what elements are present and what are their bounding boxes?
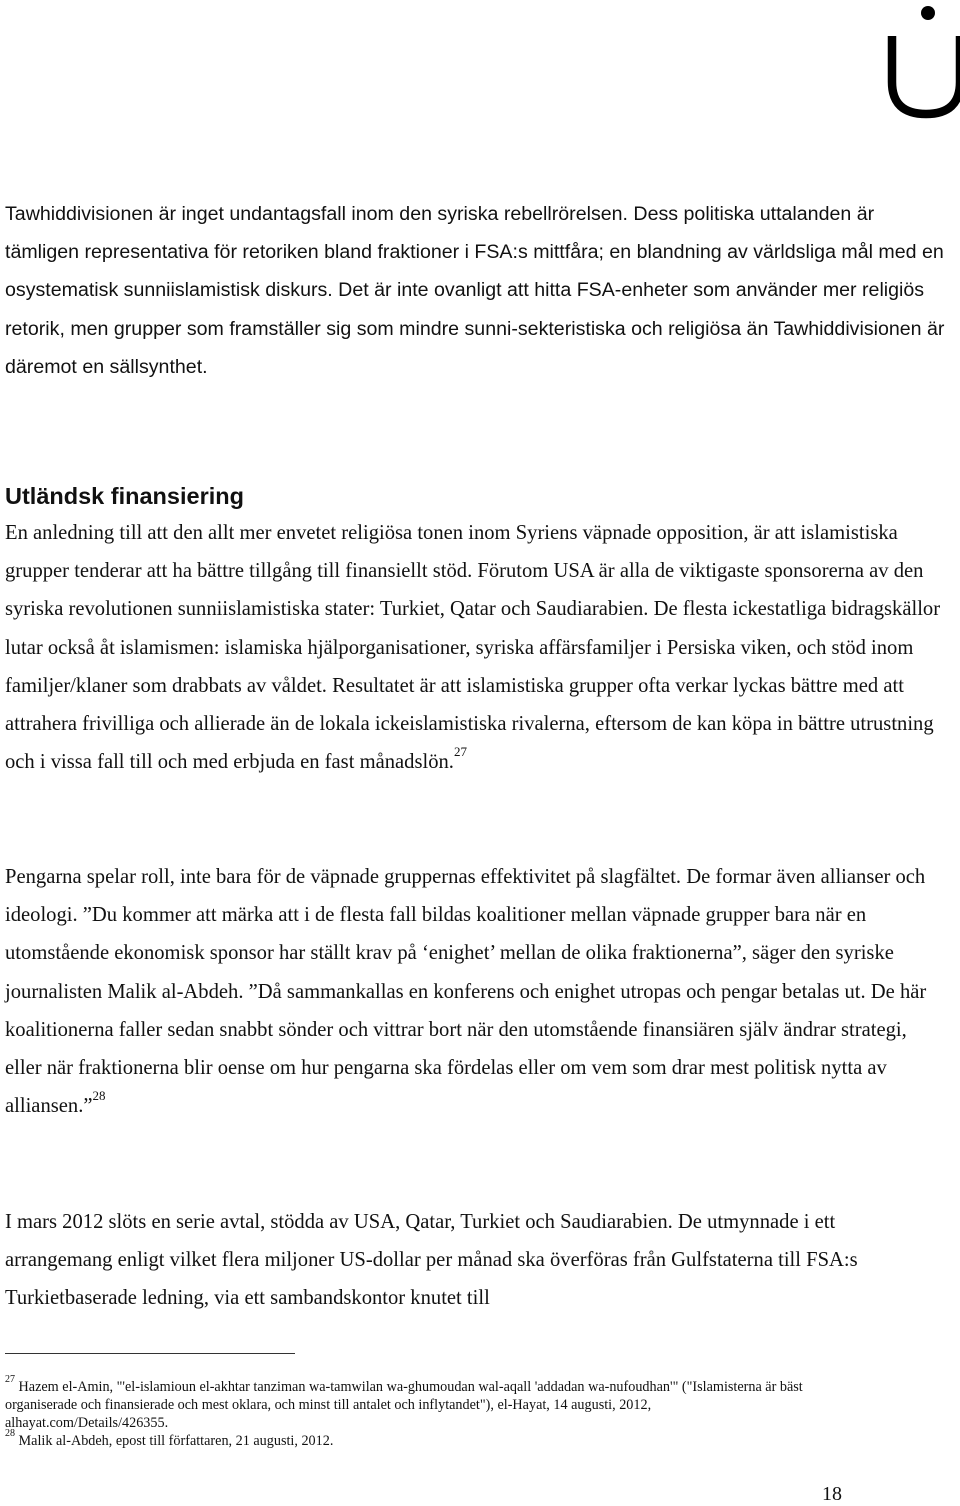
u-diaeresis-logo-icon <box>880 0 960 124</box>
footnote-number: 27 <box>5 1374 15 1386</box>
footnote-text: Malik al-Abdeh, epost till författaren, 21 augusti, 2012. <box>18 1433 334 1449</box>
footnote-text: Hazem el-Amin, "'el-islamioun el-akhtar tanziman wa-tamwilan wa-ghumoudan wal-aqall 'addadan wa-nufoudhan'" ("Islamisterna är bäst organiserade och finansierade och mest oklara, och minst till antalet och inflytandet"), el-Hayat, 14 augusti, 2012, alhayat.com/Details/426355. <box>5 1379 803 1431</box>
footnote-28 <box>5 1428 805 1450</box>
footnote-27 <box>5 1374 805 1432</box>
page-number: 18 <box>822 1483 842 1505</box>
footnote-divider <box>5 1353 295 1354</box>
footnote-number: 28 <box>5 1428 15 1440</box>
paragraph-march-2012-agreements: I mars 2012 slöts en serie avtal, stödda av USA, Qatar, Turkiet och Saudiarabien. De utmynnade i ett arrangemang enligt vilket flera miljoner US-dollar per månad ska överföras från Gulfstaterna till FSA:s Turkietbaserade ledning, via ett sambandskontor knutet till <box>5 1211 858 1310</box>
footnotes <box>5 1374 805 1450</box>
footnote-ref-28[interactable]: 28 <box>92 1088 106 1104</box>
paragraph-text: En anledning till att den allt mer envetet religiösa tonen inom Syriens väpnade opposition, är att islamistiska grupper tenderar att ha bättre tillgång till finansiellt stöd. Förutom USA är alla de viktigaste sponsorerna av den syriska revolutionen sunniislamistiska stater: Turkiet, Qatar och Saudiarabien. De flesta ickestatliga bidragskällor lutar också åt islamismen: islamiska hjälporganisationer, syriska affärsfamiljer i Persiska viken, och stöd inom familjer/klaner som drabbats av våldet. Resultatet är att islamistiska grupper ofta verkar lyckas bättre med att attrahera frivilliga och allierade än de lokala ickeislamistiska rivalerna, eftersom de kan köpa in bättre utrustning och i vissa fall till och med erbjuda en fast månadslön. <box>5 522 941 774</box>
paragraph-money-alliances <box>5 858 945 1125</box>
paragraph-foreign-funding <box>5 514 945 781</box>
section-heading: Utländsk finansiering <box>5 483 244 509</box>
paragraph-text: Pengarna spelar roll, inte bara för de väpnade gruppernas effektivitet på slagfältet. De formar även allianser och ideologi. ”Du kommer att märka att i de flesta fall bildas koalitioner mellan väpnade grupper bara när en utomstående ekonomisk sponsor har ställt krav på ‘enighet’ mellan de olika fraktionerna”, säger den syriske journalisten Malik al-Abdeh. ”Då sammankallas en konferens och enighet utropas och pengar betalas ut. De här koalitionerna faller sedan snabbt sönder och vittrar bort när den utomstående finansiären själv ändrar strategi, eller när fraktionerna blir oense om hur pengarna ska fördelas eller om vem som drar mest politisk nytta av alliansen.” <box>5 866 927 1118</box>
footnote-ref-27[interactable]: 27 <box>453 744 467 760</box>
paragraph-tawhid-division: Tawhiddivisionen är inget undantagsfall inom den syriska rebellrörelsen. Dess politiska uttalanden är tämligen representativa för retoriken bland fraktioner i FSA:s mittfåra; en blandning av världsliga mål med en osystematisk sunniislamistisk diskurs. Det är inte ovanligt att hitta FSA-enheter som använder mer religiös retorik, men grupper som framställer sig som mindre sunni-sekteristiska och religiösa än Tawhiddivisionen är däremot en sällsynthet. <box>5 203 945 378</box>
